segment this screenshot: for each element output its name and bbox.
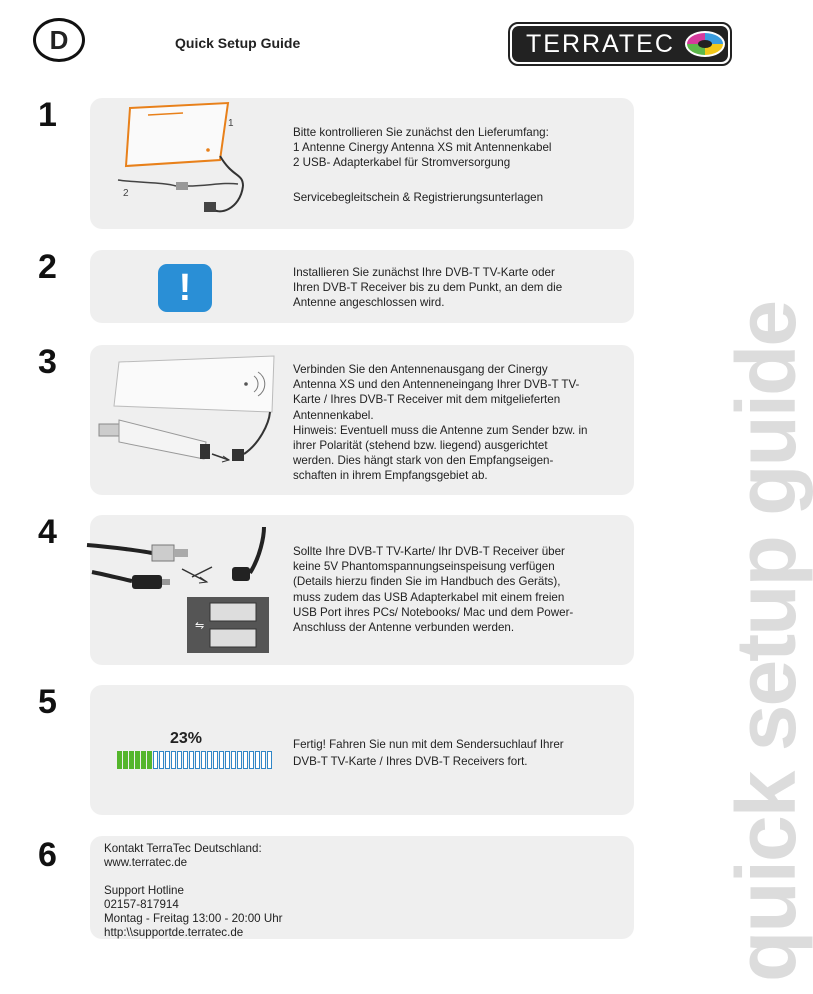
progress-segment-empty [267,751,272,769]
progress-segment-empty [225,751,230,769]
step-number-4: 4 [38,513,57,551]
step-5-text: Fertig! Fahren Sie nun mit dem Sendersuchlauf Ihrer DVB-T TV-Karte / Ihres DVB-T Receivers fort. [293,738,564,768]
progress-segment-filled [117,751,122,769]
step-4-text: Sollte Ihre DVB-T TV-Karte/ Ihr DVB-T Receiver über keine 5V Phantomspannungseinspeisung verfügen (Details hierzu finden Sie im Handbuch des Geräts), muss zudem das USB Adapterkabel mit einem freien USB Port ihres PCs/ Notebooks/ Mac und dem Power- Anschluss der Antenne verbunden werden. [293,545,574,635]
usb-adapter-cable-illustration [82,527,272,657]
step-1-line: Bitte kontrollieren Sie zunächst den Lieferumfang: [293,126,549,139]
exclamation-icon: ! [158,264,212,312]
svg-text:⇋: ⇋ [195,619,205,632]
step-1-text [293,125,601,205]
progress-segment-empty [219,751,224,769]
image-label-2: 2 [123,188,129,199]
progress-percent: 23% [170,730,203,747]
progress-segment-filled [141,751,146,769]
progress-segment-empty [165,751,170,769]
terratec-logo [508,22,732,66]
step-number-5: 5 [38,683,57,721]
progress-segment-empty [171,751,176,769]
antenna-connection-illustration [94,354,279,479]
progress-segment-empty [237,751,242,769]
contact-info [104,842,283,940]
step-number-3: 3 [38,343,57,381]
step-1-line: 1 Antenne Cinergy Antenna XS mit Antennenkabel [293,141,552,155]
step-1-line: 2 USB- Adapterkabel für Stromversorgung [293,156,511,170]
step-1-extra: Servicebegleitschein & Registrierungsunterlagen [293,190,544,204]
progress-segment-empty [213,751,218,769]
contact-support-url: http:\\supportde.terratec.de [104,926,244,939]
progress-bar [117,751,272,769]
contact-line: Support Hotline [104,884,184,897]
logo-text: TERRATEC [526,29,675,58]
progress-segment-filled [123,751,128,769]
step-number-2: 2 [38,248,57,286]
country-badge: D [33,18,85,62]
progress-segment-empty [207,751,212,769]
antenna-package-illustration [108,98,278,228]
progress-segment-empty [177,751,182,769]
logo-ball-icon [683,29,727,59]
image-label-1: 1 [228,118,234,129]
progress-segment-empty [255,751,260,769]
progress-segment-empty [201,751,206,769]
progress-segment-empty [153,751,158,769]
progress-segment-empty [183,751,188,769]
progress-segment-empty [261,751,266,769]
contact-hours: Montag - Freitag 13:00 - 20:00 Uhr [104,912,283,925]
progress-segment-empty [195,751,200,769]
step-3-text: Verbinden Sie den Antennenausgang der Cinergy Antenna XS und den Antenneneingang Ihrer DVB-T TV- Karte / Ihres DVB-T Receiver mit dem mitgelieferten Antennenkabel. Hinweis: Eventuell muss die Antenne zum Sender bzw. in ihrer Polarität (stehend bzw. liegend) ausgerichtet werden. Dies hängt stark von den Empfangseigen- schaften in ihrem Empfangsgebiet ab. [293,363,588,483]
progress-segment-empty [189,751,194,769]
step-number-6: 6 [38,836,57,874]
progress-segment-filled [147,751,152,769]
progress-segment-empty [231,751,236,769]
contact-line: Kontakt TerraTec Deutschland: [104,842,262,855]
progress-segment-filled [129,751,134,769]
step-2-text: Installieren Sie zunächst Ihre DVB-T TV-Karte oder Ihren DVB-T Receiver bis zu dem Punkt, an dem die Antenne angeschlossen wird. [293,266,563,310]
progress-segment-filled [135,751,140,769]
progress-segment-empty [243,751,248,769]
contact-website: www.terratec.de [104,856,188,869]
progress-segment-empty [249,751,254,769]
step-number-1: 1 [38,96,57,134]
page-title: Quick Setup Guide [175,35,301,51]
vertical-quick-setup-guide: quick setup guide [719,301,813,982]
contact-phone: 02157-817914 [104,898,179,911]
progress-segment-empty [159,751,164,769]
